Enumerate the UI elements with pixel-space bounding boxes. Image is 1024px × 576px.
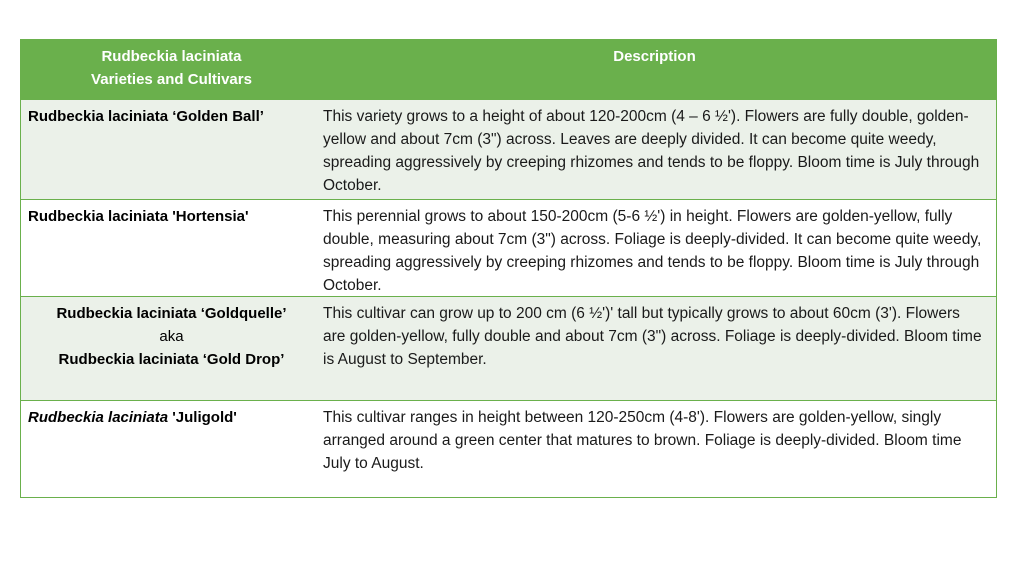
header-varieties-line1: Rudbeckia laciniata [101,48,242,65]
cultivar-name: Rudbeckia laciniata 'Hortensia' [28,208,249,225]
header-description: Description [613,48,696,65]
cultivar-name-alternate: Rudbeckia laciniata ‘Gold Drop’ [58,351,285,368]
table-row [21,400,996,497]
cultivar-name [21,401,321,497]
cultivar-description: This cultivar ranges in height between 120-250cm (4-8'). Flowers are golden-yellow, singly arranged around a green center that matures to brown. Foliage is deeply-divided. Bloom time July to August. [323,409,962,472]
cultivar-description: This cultivar can grow up to 200 cm (6 ½')' tall but typically grows to about 60cm (3'). Flowers are golden-yellow, fully double and about 7cm (3") across. Foliage is deeply-divided. Bloom time is August to September. [323,305,982,368]
cultivar-name-primary: Rudbeckia laciniata ‘Goldquelle’ [56,305,287,322]
table-row [21,99,996,199]
header-varieties-line2: Varieties and Cultivars [91,71,252,88]
table-row [21,296,996,400]
table-header-row [21,40,996,99]
cultivar-name-aka: aka [159,328,184,345]
cultivar-name [21,297,321,400]
cultivars-table [20,39,997,498]
table-row [21,199,996,296]
header-varieties [21,40,321,99]
cultivar-description: This variety grows to a height of about 120-200cm (4 – 6 ½'). Flowers are fully double, golden-yellow and about 7cm (3") across. Leaves are deeply divided. It can become quite weedy, spreading aggressively by creeping rhizomes and tends to be floppy. Bloom time is July through October. [323,108,980,194]
cultivar-name-cultivar: 'Juligold' [168,409,237,426]
cultivar-name: Rudbeckia laciniata ‘Golden Ball’ [28,108,264,125]
cultivar-name-species: Rudbeckia laciniata [28,409,169,426]
cultivar-description: This perennial grows to about 150-200cm (5-6 ½') in height. Flowers are golden-yellow, fully double, measuring about 7cm (3") across. Foliage is deeply-divided. It can become quite weedy, spreading aggressively by creeping rhizomes and tends to be floppy. Bloom time is July through October. [323,208,982,294]
